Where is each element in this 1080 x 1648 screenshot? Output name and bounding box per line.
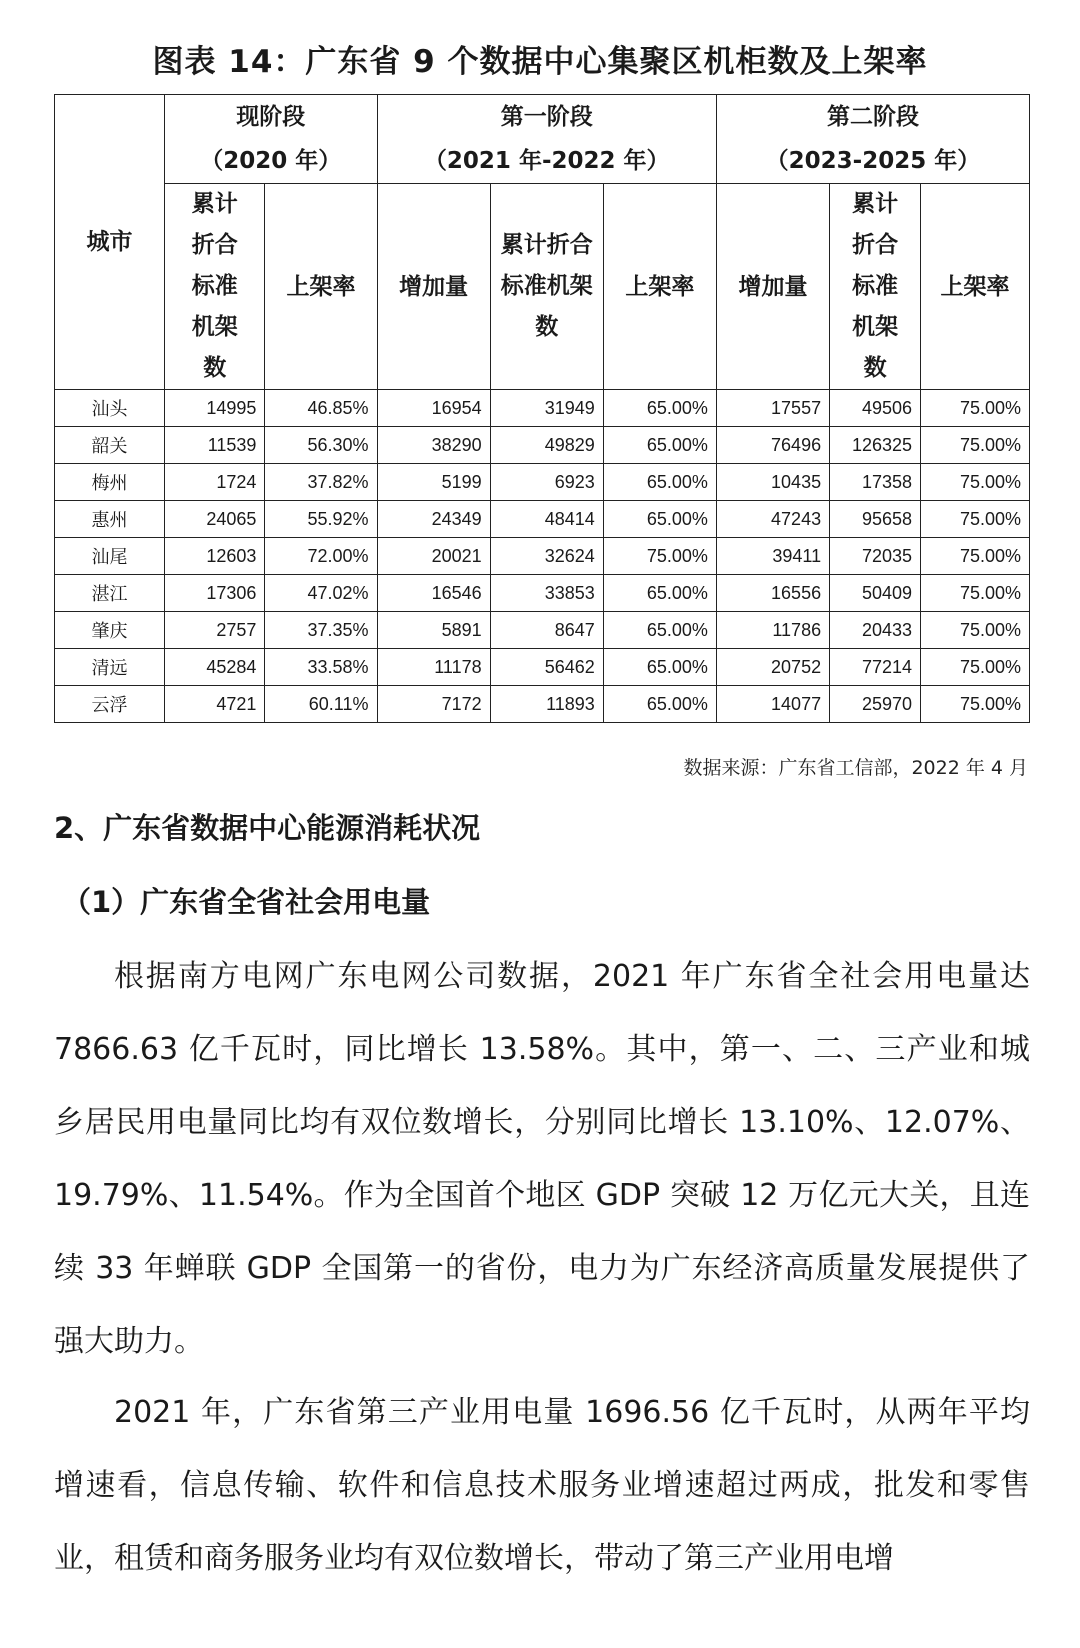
col-header-phase2-increase: 增加量 bbox=[716, 184, 829, 390]
value-cell-r2: 75.00% bbox=[921, 575, 1030, 612]
value-cell-inc1: 38290 bbox=[377, 427, 490, 464]
value-cell-r2020: 37.82% bbox=[265, 464, 377, 501]
col-header-phase1-cumulative: 累计折合标准机架数 bbox=[490, 184, 603, 390]
sub-heading: （1）广东省全省社会用电量 bbox=[62, 885, 431, 919]
value-cell-cum2: 95658 bbox=[830, 501, 921, 538]
figure-title: 图表 14：广东省 9 个数据中心集聚区机柜数及上架率 bbox=[152, 44, 928, 80]
value-cell-c2020: 1724 bbox=[164, 464, 264, 501]
col-header-phase2-cumulative: 累计折合标准机架数 bbox=[830, 184, 921, 390]
value-cell-r2: 75.00% bbox=[921, 686, 1030, 723]
group-header-current bbox=[164, 95, 377, 184]
value-cell-r2020: 60.11% bbox=[265, 686, 377, 723]
value-cell-inc2: 39411 bbox=[716, 538, 829, 575]
value-cell-r2: 75.00% bbox=[921, 649, 1030, 686]
group-header-phase2 bbox=[716, 95, 1029, 184]
value-cell-r1: 65.00% bbox=[603, 501, 716, 538]
table-row bbox=[55, 538, 1030, 575]
value-cell-inc1: 20021 bbox=[377, 538, 490, 575]
value-cell-cum2: 49506 bbox=[830, 390, 921, 427]
value-cell-c2020: 17306 bbox=[164, 575, 264, 612]
value-cell-r2020: 37.35% bbox=[265, 612, 377, 649]
group-period: （2021 年-2022 年） bbox=[423, 148, 670, 174]
value-cell-inc2: 14077 bbox=[716, 686, 829, 723]
paragraph-electricity-consumption: 根据南方电网广东电网公司数据，2021 年广东省全社会用电量达 7866.63 亿千瓦时，同比增长 13.58%。其中，第一、二、三产业和城乡居民用电量同比均有双位数增长，分别同比增长 13.10%、12.07%、19.79%、11.54%。作为全国首个地区 GDP 突破 12 万亿元大关，且连续 33 年蝉联 GDP 全国第一的省份，电力为广东经济高质量发展提供了强大助力。 bbox=[54, 959, 1030, 1359]
value-cell-r1: 65.00% bbox=[603, 390, 716, 427]
city-cell: 清远 bbox=[55, 649, 165, 686]
city-cell: 肇庆 bbox=[55, 612, 165, 649]
city-header: 城市 bbox=[55, 95, 165, 390]
value-cell-cum2: 25970 bbox=[830, 686, 921, 723]
value-cell-r2020: 55.92% bbox=[265, 501, 377, 538]
city-cell: 湛江 bbox=[55, 575, 165, 612]
value-cell-cum1: 49829 bbox=[490, 427, 603, 464]
value-cell-cum1: 31949 bbox=[490, 390, 603, 427]
value-cell-inc2: 47243 bbox=[716, 501, 829, 538]
value-cell-cum1: 8647 bbox=[490, 612, 603, 649]
table-row bbox=[55, 501, 1030, 538]
data-center-table bbox=[54, 94, 1030, 723]
value-cell-cum2: 20433 bbox=[830, 612, 921, 649]
table-row bbox=[55, 612, 1030, 649]
value-cell-inc2: 11786 bbox=[716, 612, 829, 649]
value-cell-r1: 65.00% bbox=[603, 686, 716, 723]
group-period: （2023-2025 年） bbox=[765, 148, 981, 174]
value-cell-cum1: 56462 bbox=[490, 649, 603, 686]
col-header-phase1-rate: 上架率 bbox=[603, 184, 716, 390]
value-cell-r2: 75.00% bbox=[921, 538, 1030, 575]
value-cell-r1: 65.00% bbox=[603, 464, 716, 501]
value-cell-cum2: 72035 bbox=[830, 538, 921, 575]
group-period: （2020 年） bbox=[200, 148, 342, 174]
value-cell-inc1: 5199 bbox=[377, 464, 490, 501]
value-cell-cum1: 48414 bbox=[490, 501, 603, 538]
value-cell-r1: 65.00% bbox=[603, 612, 716, 649]
value-cell-cum2: 50409 bbox=[830, 575, 921, 612]
value-cell-r2020: 47.02% bbox=[265, 575, 377, 612]
table-row bbox=[55, 649, 1030, 686]
value-cell-inc1: 5891 bbox=[377, 612, 490, 649]
value-cell-c2020: 2757 bbox=[164, 612, 264, 649]
group-name: 第一阶段 bbox=[500, 104, 593, 130]
city-cell: 梅州 bbox=[55, 464, 165, 501]
value-cell-cum2: 77214 bbox=[830, 649, 921, 686]
group-name: 第二阶段 bbox=[826, 104, 919, 130]
data-source-note: 数据来源：广东省工信部，2022 年 4 月 bbox=[683, 757, 1028, 779]
header-row-columns bbox=[55, 184, 1030, 390]
value-cell-cum2: 17358 bbox=[830, 464, 921, 501]
value-cell-cum2: 126325 bbox=[830, 427, 921, 464]
value-cell-inc1: 7172 bbox=[377, 686, 490, 723]
value-cell-inc2: 10435 bbox=[716, 464, 829, 501]
col-header-2020-rate: 上架率 bbox=[265, 184, 377, 390]
value-cell-r2: 75.00% bbox=[921, 464, 1030, 501]
value-cell-r2020: 33.58% bbox=[265, 649, 377, 686]
col-header-phase1-increase: 增加量 bbox=[377, 184, 490, 390]
value-cell-inc1: 16546 bbox=[377, 575, 490, 612]
value-cell-inc2: 16556 bbox=[716, 575, 829, 612]
group-header-phase1 bbox=[377, 95, 716, 184]
value-cell-r2: 75.00% bbox=[921, 427, 1030, 464]
value-cell-inc1: 16954 bbox=[377, 390, 490, 427]
value-cell-c2020: 24065 bbox=[164, 501, 264, 538]
value-cell-inc2: 20752 bbox=[716, 649, 829, 686]
value-cell-c2020: 14995 bbox=[164, 390, 264, 427]
col-header-phase2-rate: 上架率 bbox=[921, 184, 1030, 390]
value-cell-inc1: 11178 bbox=[377, 649, 490, 686]
value-cell-c2020: 45284 bbox=[164, 649, 264, 686]
value-cell-cum1: 32624 bbox=[490, 538, 603, 575]
section-heading: 2、广东省数据中心能源消耗状况 bbox=[54, 811, 481, 845]
table-row bbox=[55, 464, 1030, 501]
table-row bbox=[55, 686, 1030, 723]
group-name: 现阶段 bbox=[236, 104, 306, 130]
city-cell: 惠州 bbox=[55, 501, 165, 538]
table-row bbox=[55, 575, 1030, 612]
table-body bbox=[55, 390, 1030, 723]
value-cell-cum1: 11893 bbox=[490, 686, 603, 723]
value-cell-c2020: 4721 bbox=[164, 686, 264, 723]
value-cell-r2020: 46.85% bbox=[265, 390, 377, 427]
city-cell: 汕头 bbox=[55, 390, 165, 427]
value-cell-cum1: 6923 bbox=[490, 464, 603, 501]
table-row bbox=[55, 390, 1030, 427]
value-cell-r2: 75.00% bbox=[921, 612, 1030, 649]
paragraph-tertiary-industry: 2021 年，广东省第三产业用电量 1696.56 亿千瓦时，从两年平均增速看，信息传输、软件和信息技术服务业增速超过两成，批发和零售业，租赁和商务服务业均有双位数增长，带动了第三产业用电增 bbox=[54, 1395, 1030, 1576]
col-header-2020-cumulative: 累计折合标准机架数 bbox=[164, 184, 264, 390]
value-cell-inc1: 24349 bbox=[377, 501, 490, 538]
value-cell-r1: 75.00% bbox=[603, 538, 716, 575]
value-cell-inc2: 17557 bbox=[716, 390, 829, 427]
value-cell-r2020: 72.00% bbox=[265, 538, 377, 575]
value-cell-c2020: 12603 bbox=[164, 538, 264, 575]
value-cell-r1: 65.00% bbox=[603, 649, 716, 686]
city-cell: 云浮 bbox=[55, 686, 165, 723]
value-cell-r1: 65.00% bbox=[603, 427, 716, 464]
value-cell-r2: 75.00% bbox=[921, 390, 1030, 427]
value-cell-r1: 65.00% bbox=[603, 575, 716, 612]
value-cell-r2: 75.00% bbox=[921, 501, 1030, 538]
city-cell: 韶关 bbox=[55, 427, 165, 464]
value-cell-r2020: 56.30% bbox=[265, 427, 377, 464]
table-row bbox=[55, 427, 1030, 464]
value-cell-inc2: 76496 bbox=[716, 427, 829, 464]
value-cell-cum1: 33853 bbox=[490, 575, 603, 612]
city-cell: 汕尾 bbox=[55, 538, 165, 575]
value-cell-c2020: 11539 bbox=[164, 427, 264, 464]
header-row-groups bbox=[55, 95, 1030, 184]
